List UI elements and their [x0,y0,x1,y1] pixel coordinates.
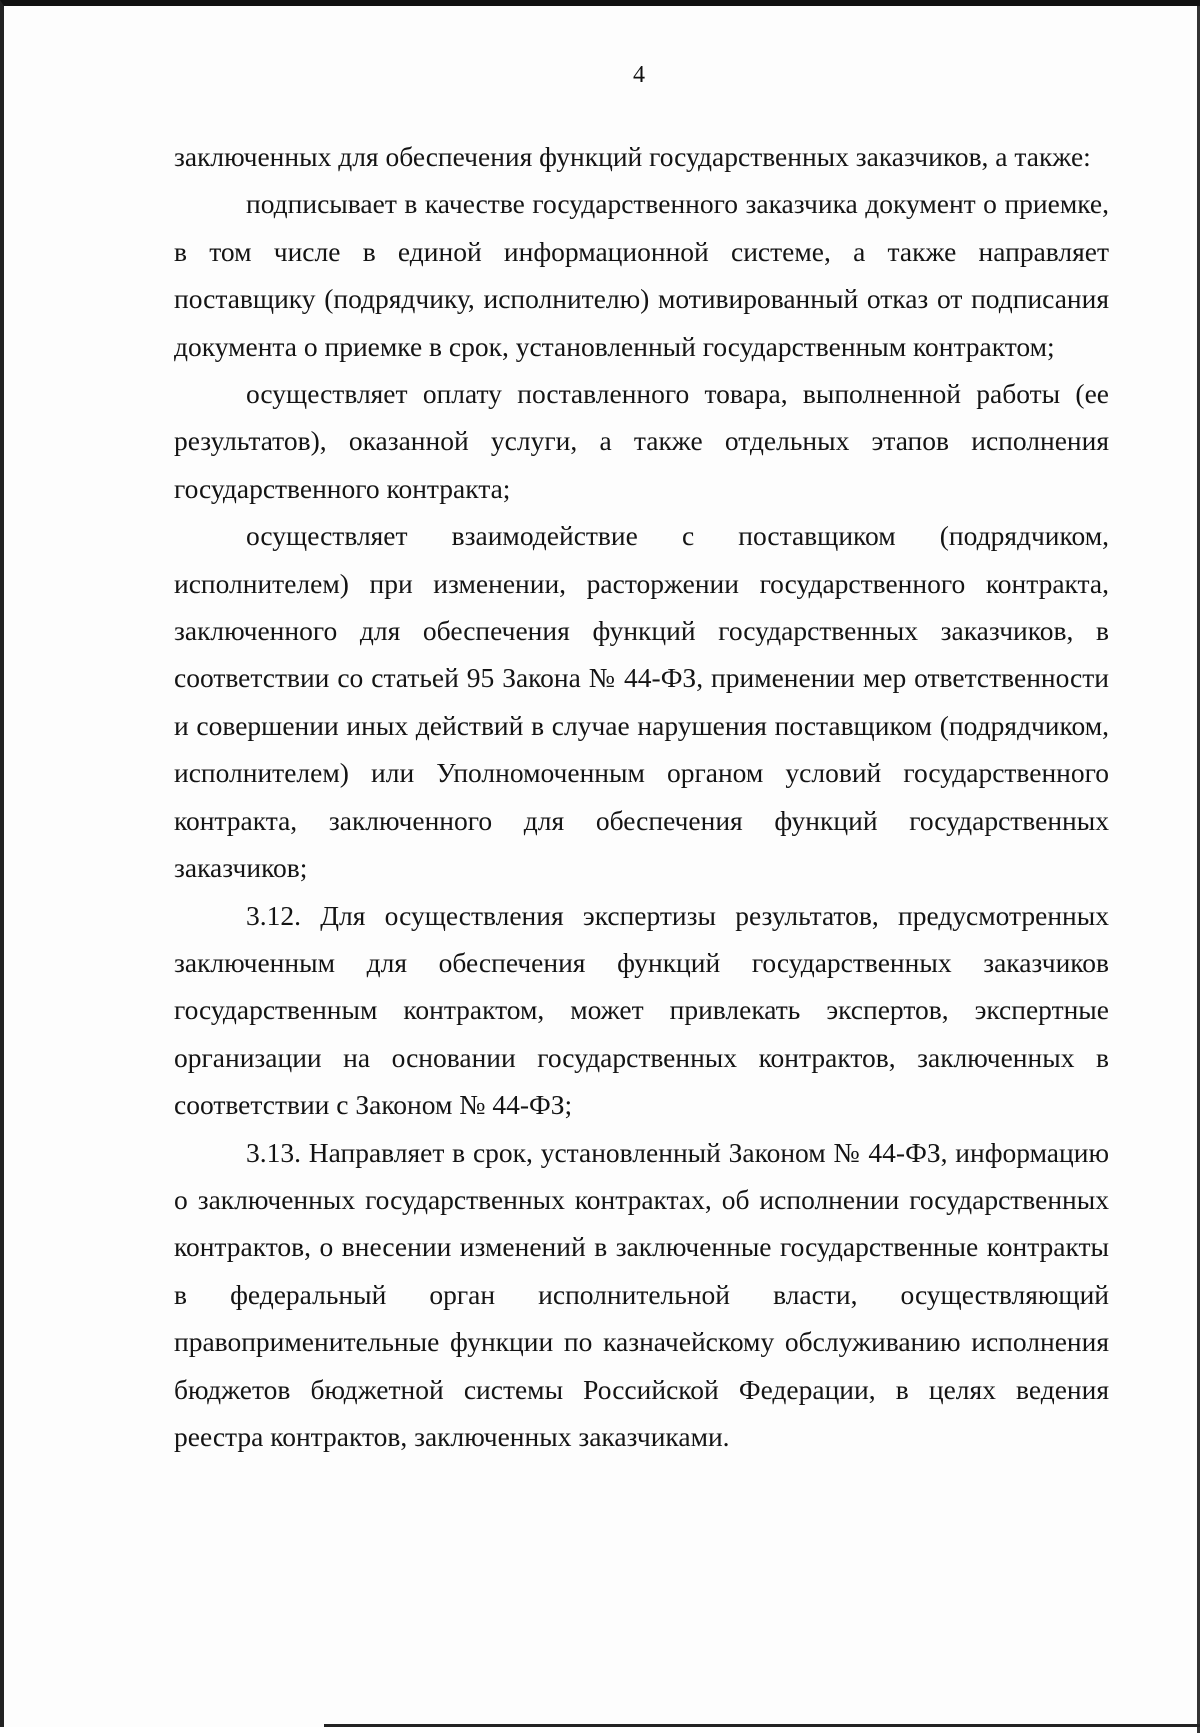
paragraph-signs-acceptance: подписывает в качестве государственного заказчика документ о приемке, в том числе в единой информационной системе, а также направляет поставщику (подрядчику, исполнителю) мотивированный отказ от подписания документа о приемке в срок, установленный государственным контрактом; [174,188,1109,362]
paragraph-continuation: заключенных для обеспечения функций государственных заказчиков, а также: [174,141,1091,172]
document-body [174,133,1109,1460]
paragraph-3-13: 3.13. Направляет в срок, установленный Законом № 44-ФЗ, информацию о заключенных государственных контрактах, об исполнении государственных контрактов, о внесении изменений в заключенные государственные контракты в федеральный орган исполнительной власти, осуществляющий правоприменительные функции по казначейскому обслуживанию исполнения бюджетов бюджетной системы Российской Федерации, в целях ведения реестра контрактов, заключенных заказчиками. [174,1136,1109,1452]
paragraph-payment: осуществляет оплату поставленного товара, выполненной работы (ее результатов), оказанной услуги, а также отдельных этапов исполнения государственного контракта; [174,378,1109,504]
page-number: 4 [633,62,645,88]
paragraph-interaction: осуществляет взаимодействие с поставщиком (подрядчиком, исполнителем) при изменении, расторжении государственного контракта, заключенного для обеспечения функций государственных заказчиков, в соответствии со статьей 95 Закона № 44-ФЗ, применении мер ответственности и совершении иных действий в случае нарушения поставщиком (подрядчиком, исполнителем) или Уполномоченным органом условий государственного контракта, заключенного для обеспечения функций государственных заказчиков; [174,520,1109,884]
paragraph-3-12: 3.12. Для осуществления экспертизы результатов, предусмотренных заключенным для обеспечения функций государственных заказчиков государственным контрактом, может привлекать экспертов, экспертные организации на основании государственных контрактов, заключенных в соответствии с Законом № 44-ФЗ; [174,899,1109,1121]
